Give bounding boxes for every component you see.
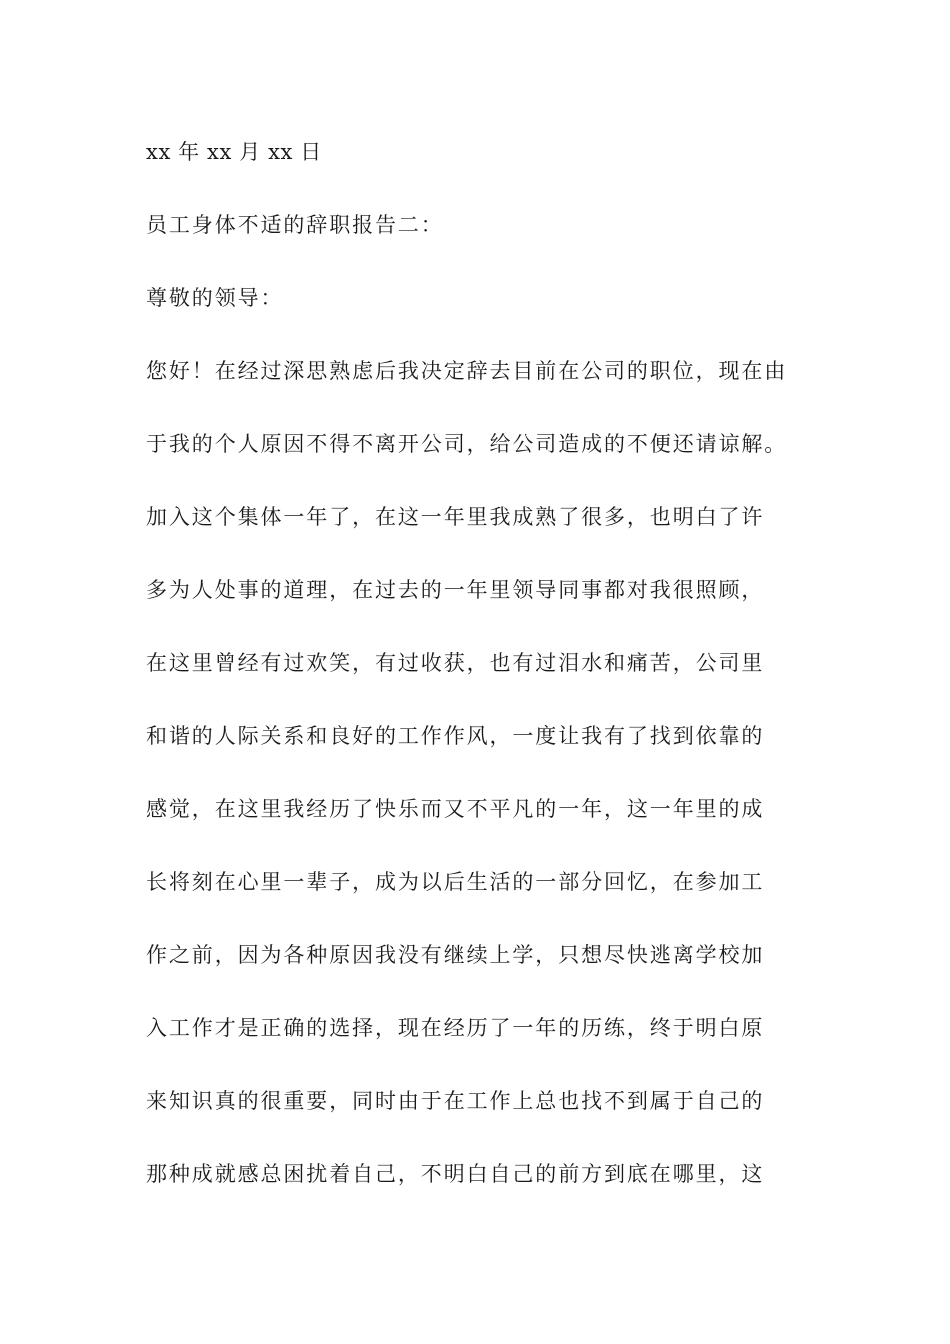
body-line: 加入这个集体一年了，在这一年里我成熟了很多，也明白了许 xyxy=(146,505,765,529)
body-line: 入工作才是正确的选择，现在经历了一年的历练，终于明白原 xyxy=(146,1016,765,1040)
body-line: 那种成就感总困扰着自己，不明白自己的前方到底在哪里，这 xyxy=(146,1162,765,1186)
body-line: 于我的个人原因不得不离开公司，给公司造成的不便还请谅解。 xyxy=(146,432,788,456)
letter-subtitle: 员工身体不适的辞职报告二： xyxy=(146,213,444,237)
letter-date: xx 年 xx 月 xx 日 xyxy=(146,140,322,164)
body-line: 来知识真的很重要，同时由于在工作上总也找不到属于自己的 xyxy=(146,1089,765,1113)
body-line: 长将刻在心里一辈子，成为以后生活的一部分回忆，在参加工 xyxy=(146,870,765,894)
body-line: 和谐的人际关系和良好的工作作风，一度让我有了找到依靠的 xyxy=(146,724,765,748)
body-line: 感觉，在这里我经历了快乐而又不平凡的一年，这一年里的成 xyxy=(146,797,765,821)
body-line: 作之前，因为各种原因我没有继续上学，只想尽快逃离学校加 xyxy=(146,943,765,967)
body-line: 在这里曾经有过欢笑，有过收获，也有过泪水和痛苦，公司里 xyxy=(146,651,765,675)
letter-salutation: 尊敬的领导： xyxy=(146,286,284,310)
body-line: 您好！在经过深思熟虑后我决定辞去目前在公司的职位，现在由 xyxy=(146,359,788,383)
body-line: 多为人处事的道理，在过去的一年里领导同事都对我很照顾， xyxy=(146,578,765,602)
